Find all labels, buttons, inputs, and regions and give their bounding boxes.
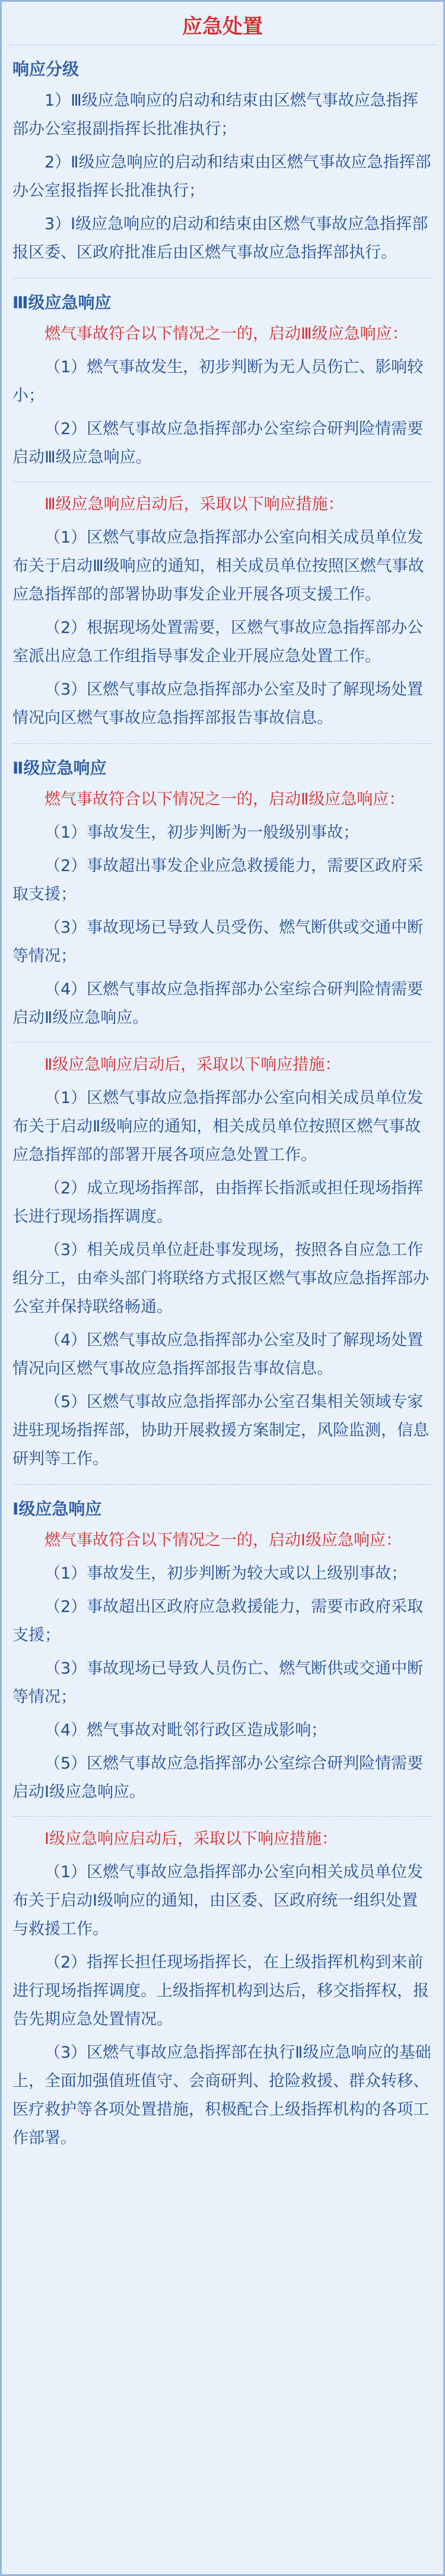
level2-heading: Ⅱ级应急响应	[12, 758, 107, 778]
response-levels-section	[2, 56, 443, 2153]
level1-condition-item: （5）区燃气事故应急指挥部办公室综合研判险情需要启动Ⅰ级应急响应。	[12, 1754, 424, 1801]
level1-measures-title: Ⅰ级应急响应启动后，采取以下响应措施：	[44, 1830, 338, 1848]
level1-measure-item: （2）指挥长担任现场指挥长，在上级指挥机构到来前进行现场指挥调度。上级指挥机构到达后，移交指挥权，报告先期应急处置情况。	[12, 1953, 429, 2029]
subsection-divider	[12, 1816, 433, 1817]
level1-condition: 燃气事故符合以下情况之一的，启动Ⅰ级应急响应：	[44, 1531, 402, 1550]
level2-measures-title: Ⅱ级应急响应启动后，采取以下响应措施：	[44, 1056, 341, 1074]
subsection-divider	[12, 1042, 433, 1043]
page-title: 应急处置	[182, 15, 263, 39]
subsection-divider	[12, 481, 433, 482]
level2-condition-item: （4）区燃气事故应急指挥部办公室综合研判险情需要启动Ⅱ级应急响应。	[12, 980, 424, 1027]
level3-measure-item: （3）区燃气事故应急指挥部办公室及时了解现场处置情况向区燃气事故应急指挥部报告事故信息。	[12, 680, 424, 727]
level2-condition: 燃气事故符合以下情况之一的，启动Ⅱ级应急响应：	[44, 790, 405, 809]
section-divider	[12, 1484, 433, 1485]
level1-measure-item: （1）区燃气事故应急指挥部办公室向相关成员单位发布关于启动Ⅰ级响应的通知，由区委、区政府统一组织处置与救援工作。	[12, 1863, 424, 1938]
level2-condition-item: （1）事故发生，初步判断为一般级别事故；	[44, 823, 360, 842]
level2-measure-item: （1）区燃气事故应急指挥部办公室向相关成员单位发布关于启动Ⅱ级响应的通知，相关成员单位按照区燃气事故应急指挥部的部署开展各项应急处置工作。	[12, 1089, 424, 1164]
level1-condition-item: （2）事故超出区政府应急救援能力，需要市政府采取支援；	[12, 1598, 424, 1645]
level2-measure-item: （4）区燃气事故应急指挥部办公室及时了解现场处置情况向区燃气事故应急指挥部报告事故信息。	[12, 1331, 424, 1378]
level2-measure-item: （5）区燃气事故应急指挥部办公室召集相关领域专家进驻现场指挥部，协助开展救援方案制定，风险监测，信息研判等工作。	[12, 1393, 429, 1468]
level3-condition: 燃气事故符合以下情况之一的，启动Ⅲ级应急响应：	[44, 325, 408, 343]
level1-measure-item: （3）区燃气事故应急指挥部在执行Ⅱ级应急响应的基础上，全面加强值班值守、会商研判、抢险救援、群众转移、医疗救护等各项处置措施，积极配合上级指挥机构的各项工作部署。	[12, 2043, 431, 2147]
level2-measure-item: （3）相关成员单位赶赴事发现场，按照各自应急工作组分工，由牵头部门将联络方式报区燃气事故应急指挥部办公室并保持联络畅通。	[12, 1241, 429, 1316]
level1-condition-item: （4）燃气事故对毗邻行政区造成影响；	[44, 1721, 328, 1739]
response-level-item: 3）Ⅰ级应急响应的启动和结束由区燃气事故应急指挥部报区委、区政府批准后由区燃气事故应急指挥部执行。	[12, 215, 428, 262]
section-divider	[12, 743, 433, 744]
level3-heading: Ⅲ级应急响应	[12, 293, 112, 312]
response-level-item: 1）Ⅲ级应急响应的启动和结束由区燃气事故应急指挥部办公室报副指挥长批准执行；	[12, 91, 418, 138]
response-level-item: 2）Ⅱ级应急响应的启动和结束由区燃气事故应急指挥部办公室报指挥长批准执行；	[12, 153, 431, 200]
level3-measure-item: （1）区燃气事故应急指挥部办公室向相关成员单位发布关于启动Ⅲ级响应的通知，相关成员单位按照区燃气事故应急指挥部的部署协助事发企业开展各项支援工作。	[12, 528, 424, 604]
level2-measure-item: （2）成立现场指挥部，由指挥长指派或担任现场指挥长进行现场指挥调度。	[12, 1179, 424, 1226]
level2-condition-item: （2）事故超出事发企业应急救援能力，需要区政府采取支援；	[12, 857, 424, 904]
level1-condition-item: （3）事故现场已导致人员伤亡、燃气断供或交通中断等情况；	[12, 1659, 424, 1706]
level1-condition-item: （1）事故发生，初步判断为较大或以上级别事故；	[44, 1564, 408, 1583]
level1-heading: Ⅰ级应急响应	[12, 1499, 102, 1519]
level2-condition-item: （3）事故现场已导致人员受伤、燃气断供或交通中断等情况；	[12, 918, 424, 965]
level3-measure-item: （2）根据现场处置需要，区燃气事故应急指挥部办公室派出应急工作组指导事发企业开展应急处置工作。	[12, 619, 424, 666]
level3-condition-item: （2）区燃气事故应急指挥部办公室综合研判险情需要启动Ⅲ级应急响应。	[12, 420, 424, 467]
level3-condition-item: （1）燃气事故发生，初步判断为无人员伤亡、影响较小；	[12, 358, 424, 405]
response-levels-heading: 响应分级	[12, 59, 80, 79]
level3-measures-title: Ⅲ级应急响应启动后，采取以下响应措施：	[44, 495, 344, 514]
